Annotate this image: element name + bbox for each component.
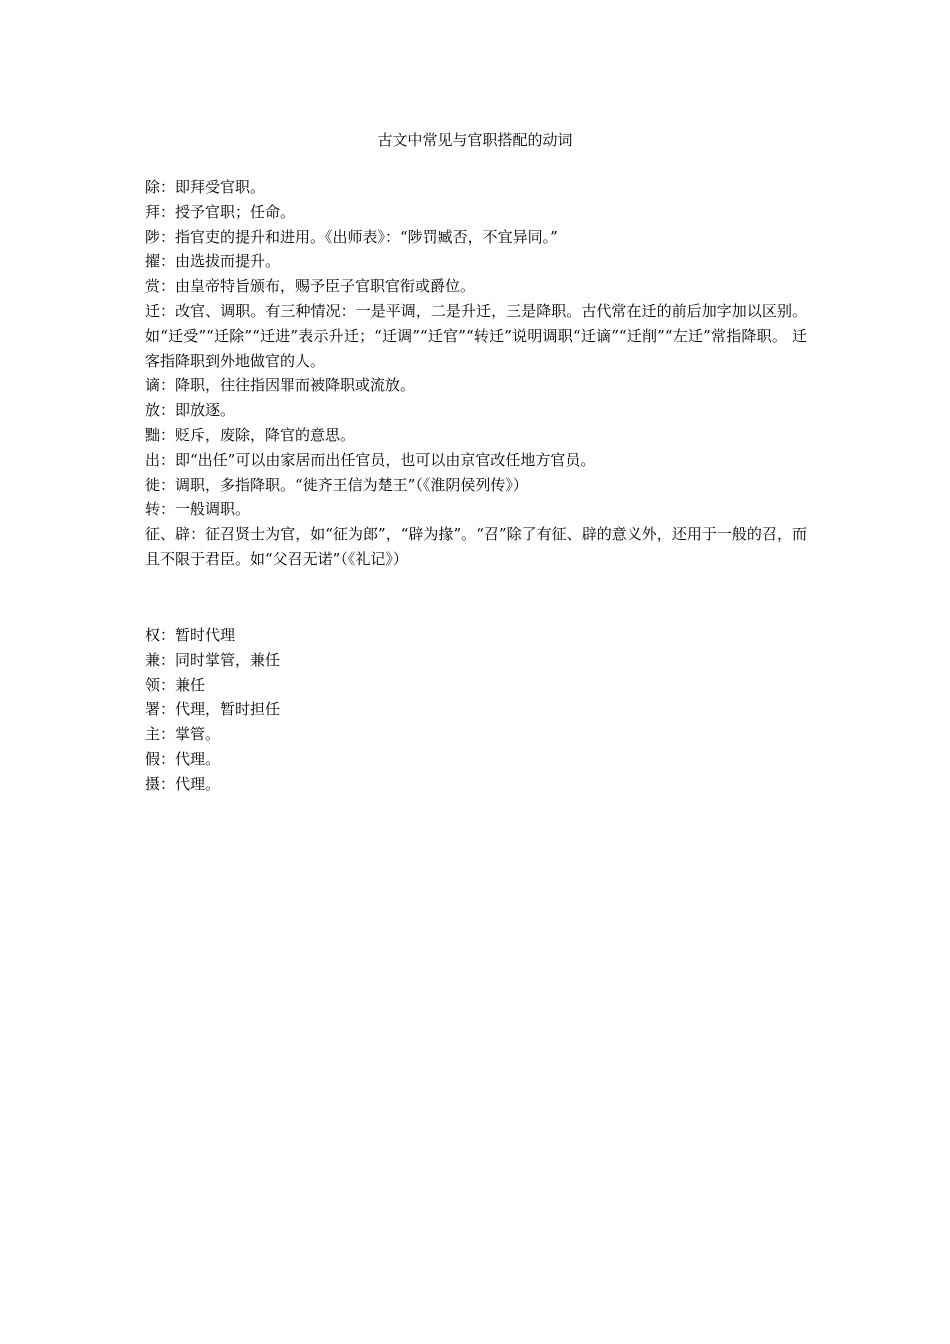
entry-chu-demote: 黜：贬斥，废除，降官的意思。 bbox=[145, 425, 356, 444]
entry-zhuo: 擢：由选拔而提升。 bbox=[145, 252, 281, 271]
entry-chu-out: 出：即“出任”可以由家居而出任官员，也可以由京官改任地方官员。 bbox=[145, 450, 596, 469]
definitions-section-acting bbox=[145, 623, 807, 797]
entry-quan: 权：暂时代理 bbox=[145, 626, 236, 644]
document-title: 古文中常见与官职搭配的动词 bbox=[377, 131, 573, 149]
entry-qian: 迁：改官、调职。有三种情况：一是平调，二是升迁，三是降职。古代常在迁的前后加字加以区别。如“迁受”“迁除”“迁进”表示升迁；“迁调”“迁官”“转迁”说明调职“迁谪”“迁削”“左迁”常指降职。 迁客指降职到外地做官的人。 bbox=[145, 301, 807, 370]
entry-zhi: 陟：指官吏的提升和进用。《出师表》：“陟罚臧否，不宜异同。” bbox=[145, 227, 558, 246]
entry-jian: 兼：同时掌管，兼任 bbox=[145, 650, 281, 669]
entry-she: 摄：代理。 bbox=[145, 774, 221, 793]
entry-fang: 放：即放逐。 bbox=[145, 401, 236, 420]
entry-ling: 领：兼任 bbox=[145, 675, 206, 694]
entry-zhuan: 转：一般调职。 bbox=[145, 500, 251, 519]
entry-shu: 署：代理，暂时担任 bbox=[145, 700, 281, 719]
entry-zhu: 主：掌管。 bbox=[145, 725, 221, 744]
entry-zheng-bi: 征、辟：征召贤士为官，如“征为郎”，“辟为掾”。“召”除了有征、辟的意义外，还用于一般的召，而且不限于君臣。如“父召无诺”（《礼记》） bbox=[145, 525, 807, 568]
entry-bai: 拜：授予官职；任命。 bbox=[145, 202, 296, 221]
entry-shang: 赏：由皇帝特旨颁布，赐予臣子官职官衔或爵位。 bbox=[145, 277, 476, 296]
definitions-section-promotion bbox=[145, 175, 807, 572]
entry-zhe: 谪：降职，往往指因罪而被降职或流放。 bbox=[145, 376, 416, 395]
entry-chu: 除：即拜受官职。 bbox=[145, 178, 266, 196]
entry-jia: 假：代理。 bbox=[145, 749, 221, 768]
entry-xi: 徙：调职，多指降职。“徙齐王信为楚王”（《淮阴侯列传》） bbox=[145, 475, 528, 494]
